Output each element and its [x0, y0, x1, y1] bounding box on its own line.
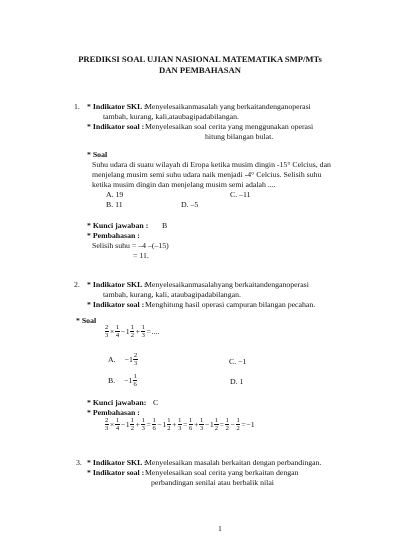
- q1-pembahasan-line1: Selisih suhu = –4 –(–15): [92, 241, 169, 250]
- fraction: $\frac{1}{2}$: [130, 324, 134, 339]
- q2-option-b: B. −1 $\frac{1}{6}$: [108, 373, 137, 388]
- q1-option-a: A. 19: [106, 190, 124, 199]
- q1-number: 1.: [74, 102, 80, 111]
- fraction: $\frac{1}{4}$: [115, 324, 120, 339]
- q2-pembahasan-expression: $\frac{2}{3}$ × $\frac{1}{4}$ − 1 $\frac{1}{2}$ + $\frac{1}{3}$ = $\frac{1}{6}$ − 1 $\frac{1}{2}$ + $\frac{1}{3}$ = $\frac{1}{6}$ + $\frac{1}{3}$ − 1 $\frac{1}{2}$ = $\frac{1}{2}$ − $\frac{1}{2}$ = −1: [105, 417, 255, 432]
- q1-soal-indicator-text-cont: hitung bilangan bulat.: [205, 132, 274, 141]
- fraction: $\frac{1}{3}$: [141, 324, 145, 339]
- fraction: $\frac{2}{3}$: [105, 324, 109, 339]
- q2-skl-text: Menyelesaikanmasalahyang berkaitandenganoperasi: [145, 280, 309, 289]
- document-title-line2: DAN PEMBAHASAN: [159, 65, 241, 75]
- q1-soal-indicator-label: * Indikator soal :: [87, 122, 145, 131]
- q2-kunci-value: C: [153, 398, 159, 407]
- q1-soal-label: * Soal: [87, 150, 108, 159]
- q1-pembahasan-label: * Pembahasan :: [87, 231, 140, 240]
- q3-soal-indicator-text: Menyelesaikan soal cerita yang berkaitan dengan: [145, 468, 299, 477]
- q3-soal-indicator-label: * Indikator soal :: [87, 468, 145, 477]
- q1-skl-text: Menyelesaikanmasalah yang berkaitandenganoperasi: [145, 102, 311, 111]
- q2-skl-text-cont: tambah, kurang, kali, ataubagipadabilangan.: [103, 290, 241, 299]
- q1-skl-label: * Indikator SKL :: [87, 102, 147, 111]
- q2-pembahasan-label: * Pembahasan :: [87, 408, 140, 417]
- q2-soal-indicator-text: Menghitung hasil operasi campuran bilangan pecahan.: [145, 300, 316, 309]
- q1-skl-text-cont: tambah, kurang, kali,ataubagipadabilangan.: [103, 112, 239, 121]
- document-title-line1: PREDIKSI SOAL UJIAN NASIONAL MATEMATIKA SMP/MTs: [78, 54, 322, 64]
- q3-skl-label: * Indikator SKL :: [87, 458, 147, 467]
- q2-option-c: C. −1: [229, 357, 247, 366]
- q2-number: 2.: [74, 280, 80, 289]
- q1-soal-text3: ketika musim dingin dan menjelang musim semi adalah ....: [92, 180, 276, 189]
- q1-soal-text1: Suhu udara di suatu wilayah di Eropa ketika musim dingin -15° Celcius, dan: [92, 160, 331, 169]
- q1-option-d: D. –5: [181, 200, 199, 209]
- q1-soal-indicator-text: Menyelesaikan soal cerita yang menggunakan operasi: [145, 122, 314, 131]
- q2-soal-label: * Soal: [76, 316, 97, 325]
- q2-soal-indicator-label: * Indikator soal :: [87, 300, 145, 309]
- q1-soal-text2: menjelang musim semi suhu udara naik menjadi -4° Celcius. Selisih suhu: [92, 170, 322, 179]
- q3-soal-indicator-text-cont: perbandingan senilai atau berbalik nilai: [151, 478, 274, 487]
- q1-kunci-value: B: [162, 221, 168, 230]
- q2-skl-label: * Indikator SKL :: [87, 280, 147, 289]
- q2-kunci-label: * Kunci jawaban:: [87, 398, 147, 407]
- q3-skl-text: Menyelesaikan masalah berkaitan dengan perbandingan.: [145, 458, 322, 467]
- page-number: 1: [218, 524, 222, 533]
- q2-option-a: A. −1 $\frac{2}{3}$: [108, 352, 138, 367]
- q3-number: 3.: [76, 458, 82, 467]
- q1-kunci-label: * Kunci jawaban :: [87, 221, 149, 230]
- q2-option-d: D. 1: [230, 377, 244, 386]
- q1-option-c: C. –11: [230, 190, 251, 199]
- q2-question-expression: $\frac{2}{3}$ × $\frac{1}{4}$ − 1 $\frac{1}{2}$ + $\frac{1}{3}$ = ....: [105, 324, 160, 339]
- q1-option-b: B. 11: [106, 200, 123, 209]
- q1-pembahasan-line2: = 11.: [133, 251, 149, 260]
